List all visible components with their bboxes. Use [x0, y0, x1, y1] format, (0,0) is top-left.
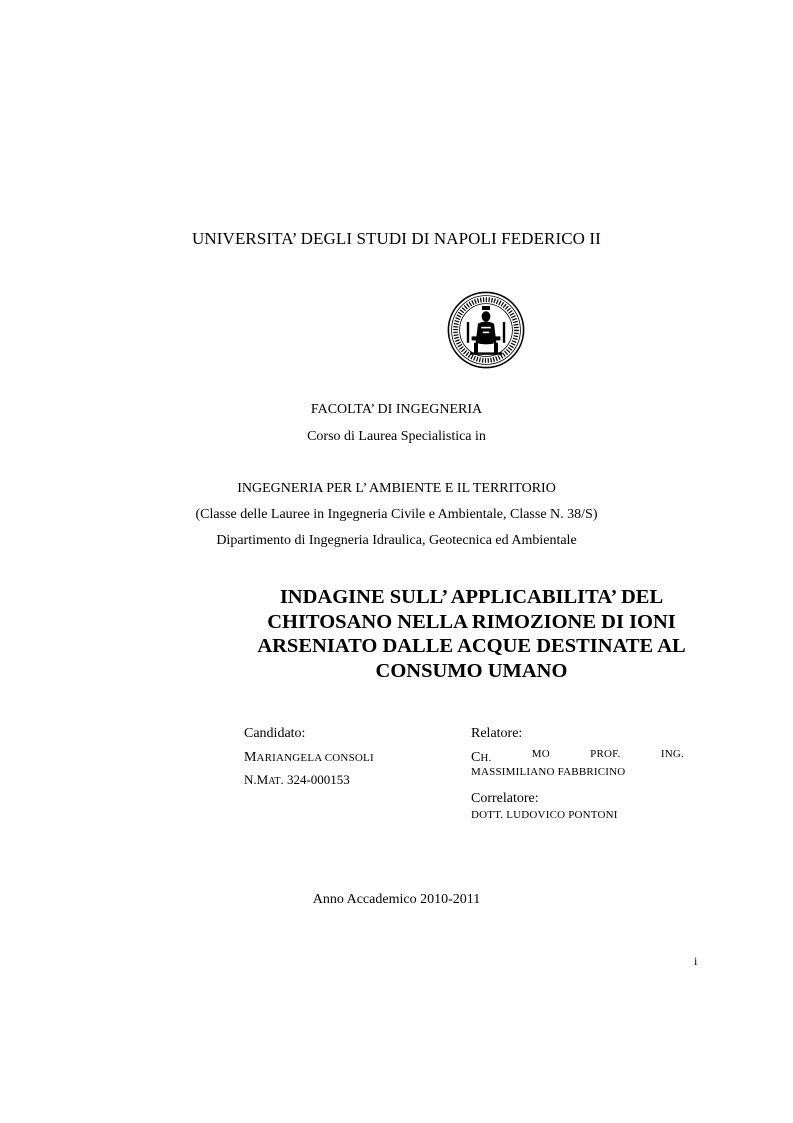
department-name: Dipartimento di Ingegneria Idraulica, Geotecnica ed Ambientale: [216, 533, 577, 548]
university-seal-icon: [446, 290, 526, 370]
candidate-name-initial: M: [244, 750, 257, 765]
course-name: Corso di Laurea Specialistica in: [307, 429, 486, 444]
candidate-name-rest: ARIANGELA CONSOLI: [256, 752, 374, 764]
supervisor-label: Relatore:: [471, 726, 523, 741]
faculty-name: FACOLTA’ DI INGEGNERIA: [310, 402, 483, 417]
co-supervisor-label: Correlatore:: [471, 791, 539, 806]
page-number: i: [694, 954, 698, 968]
matr-small: AT: [268, 776, 281, 787]
candidate-label: Candidato:: [244, 726, 306, 741]
thesis-title: [210, 585, 733, 683]
thesis-title-line: ARSENIATO DALLE ACQUE DESTINATE AL: [257, 635, 686, 657]
thesis-title-line: CONSUMO UMANO: [375, 659, 568, 682]
matriculation-number: [244, 772, 350, 788]
candidate-name: [244, 748, 374, 766]
matr-prefix: N.M: [244, 772, 269, 787]
degree-class: (Classe delle Lauree in Ingegneria Civile e Ambientale, Classe N. 38/S): [195, 507, 598, 522]
academic-year: Anno Accademico 2010-2011: [312, 892, 481, 907]
thesis-title-line: INDAGINE SULL’ APPLICABILITA’ DEL: [279, 586, 664, 608]
supervisor-title-word: CH.: [471, 750, 492, 765]
supervisor-title-word: PROF.: [590, 748, 621, 760]
supervisor-title-word: MO: [531, 748, 550, 760]
co-supervisor-name: DOTT. LUDOVICO PONTONI: [471, 809, 618, 821]
supervisor-name: MASSIMILIANO FABBRICINO: [471, 766, 626, 778]
supervisor-title: [471, 748, 684, 766]
university-name: UNIVERSITA’ DEGLI STUDI DI NAPOLI FEDERICO II: [192, 229, 601, 248]
degree-name: INGEGNERIA PER L’ AMBIENTE E IL TERRITORIO: [237, 481, 556, 496]
supervisor-title-word: ING.: [660, 748, 684, 760]
matr-number: . 324-000153: [280, 772, 350, 787]
thesis-title-line: CHITOSANO NELLA RIMOZIONE DI IONI: [267, 610, 676, 633]
